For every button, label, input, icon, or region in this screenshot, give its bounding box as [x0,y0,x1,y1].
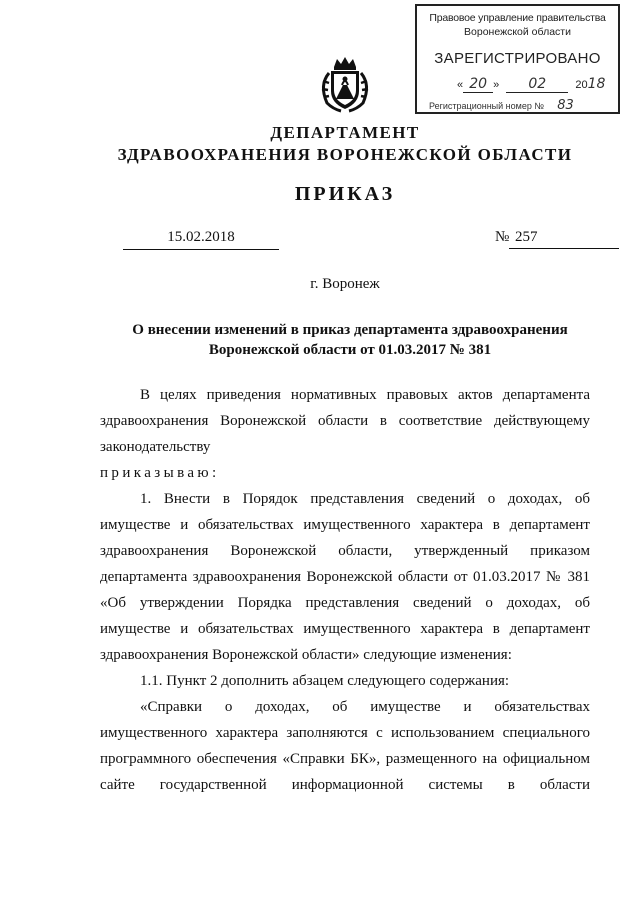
body-line: программного обеспечения «Справки БК», размещенного на официальном [100,751,590,767]
body-line: департамента здравоохранения Воронежской области от 01.03.2017 № 381 [100,569,590,585]
stamp-quote-close: » [493,79,500,91]
subject-line1: О внесении изменений в приказ департамента здравоохранения [132,322,568,338]
stamp-day: 20 [463,76,493,93]
city: г. Воронеж [310,276,380,292]
stamp-month: 02 [506,76,568,93]
stamp-year-prefix: 20 [575,79,588,91]
body-line: здравоохранения Воронежской области» следующие изменения: [100,647,512,663]
stamp-reg-value: 83 [547,98,585,114]
stamp-quote-open: « [457,79,464,91]
order-subject [120,320,580,360]
stamp-date [457,76,605,93]
stamp-year-suffix: 18 [587,76,606,92]
body-line: имущественного характера заполняются с использованием специального [100,725,590,741]
department-line2: ЗДРАВООХРАНЕНИЯ ВОРОНЕЖСКОЙ ОБЛАСТИ [117,145,573,164]
stamp-reg-number [429,98,585,114]
department-name [0,122,640,166]
department-line1: ДЕПАРТАМЕНТ [270,123,420,142]
body-line: имуществе и обязательствах имущественного характера в департамент [100,517,590,533]
order-date: 15.02.2018 [123,229,279,250]
body-line: 1.1. Пункт 2 дополнить абзацем следующего содержания: [140,673,510,689]
coat-of-arms-icon [317,55,373,113]
body-line: «Справки о доходах, об имуществе и обязательствах [140,699,590,715]
registration-stamp [415,4,620,114]
number-label: № [495,229,510,245]
stamp-reg-label: Регистрационный номер № [429,101,545,111]
body-line: В целях приведения нормативных правовых актов департамента [140,387,590,403]
body-line: сайте государственной информационной системы в области [100,777,590,793]
order-body [100,382,590,798]
order-number [495,229,620,249]
body-line: «Об утверждении Порядка представления сведений о доходах, об [100,595,590,611]
stamp-authority-line2: Воронежской области [464,26,571,38]
body-line: законодательству [100,439,211,455]
body-line: здравоохранения Воронежской области в соответствие действующему [100,413,590,429]
body-line-order-word: приказываю: [100,465,220,481]
document-type: ПРИКАЗ [294,183,396,205]
subject-line2: Воронежской области от 01.03.2017 № 381 [208,342,492,358]
body-line: имуществе и обязательствах имущественного характера в департамент [100,621,590,637]
number-value: 257 [509,229,619,249]
stamp-registered: ЗАРЕГИСТРИРОВАНО [434,50,601,67]
body-line: здравоохранения Воронежской области, утвержденный приказом [100,543,590,559]
body-line: 1. Внести в Порядок представления сведений о доходах, об [140,491,590,507]
stamp-authority-line1: Правовое управление правительства [429,12,606,24]
